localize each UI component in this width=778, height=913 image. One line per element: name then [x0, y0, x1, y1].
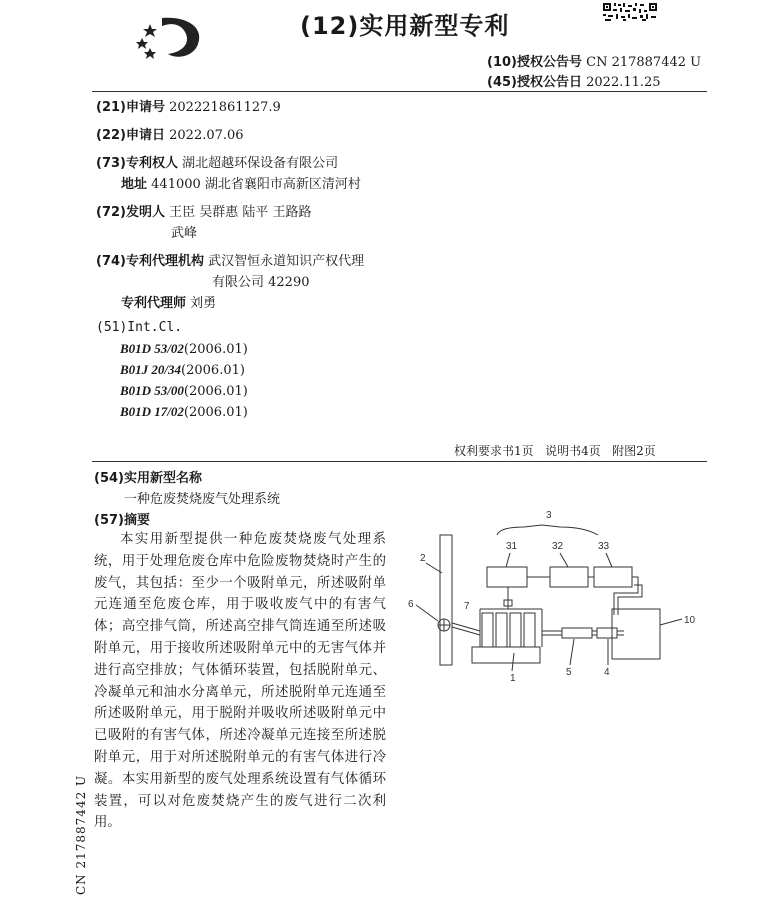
header-rule — [92, 91, 707, 92]
condenser — [562, 628, 592, 638]
patent-agency-line2: 有限公司 42290 — [212, 275, 310, 290]
ipc-entry: B01D 17/02(2006.01) — [120, 404, 248, 420]
logo-star-1 — [143, 24, 157, 37]
ipc-entry: B01J 20/34(2006.01) — [120, 362, 245, 378]
label-5: 5 — [566, 667, 572, 678]
application-number: (21)申请号 202221861127.9 — [96, 100, 281, 115]
logo-star-2 — [136, 38, 148, 49]
group-brace — [497, 525, 598, 535]
unit-33 — [594, 567, 632, 587]
label-6: 6 — [408, 599, 414, 610]
label-4: 4 — [604, 667, 610, 678]
unit-32 — [550, 567, 588, 587]
unit-31 — [487, 567, 527, 587]
chimney — [440, 535, 452, 665]
utility-model-name: 一种危废焚烧废气处理系统 — [124, 492, 281, 507]
patent-agency: (74)专利代理机构 武汉智恒永道知识产权代理 — [96, 254, 365, 269]
ipc-entry: B01D 53/02(2006.01) — [120, 341, 248, 357]
application-date: (22)申请日 2022.07.06 — [96, 128, 244, 143]
adsorber — [510, 613, 521, 647]
separator — [597, 628, 617, 638]
patentee: (73)专利权人 湖北超越环保设备有限公司 — [96, 156, 339, 171]
qr-code — [602, 2, 658, 22]
page-counts: 权利要求书1页 说明书4页 附图2页 — [454, 444, 656, 458]
inventors-line2: 武峰 — [171, 226, 198, 241]
label-10: 10 — [684, 615, 696, 626]
inventors: (72)发明人 王臣 吴群惠 陆平 王路路 — [96, 205, 312, 220]
base — [472, 647, 540, 663]
adsorber — [482, 613, 493, 647]
label-32: 32 — [552, 541, 564, 552]
system-diagram — [402, 505, 702, 685]
section-rule — [92, 461, 707, 462]
label-31: 31 — [506, 541, 518, 552]
logo-star-3 — [144, 48, 156, 59]
int-cl-label: (51)Int.Cl. — [96, 320, 183, 335]
ipc-entry: B01D 53/00(2006.01) — [120, 383, 248, 399]
adsorber — [524, 613, 535, 647]
publication-number: (10)授权公告号 CN 217887442 U — [487, 55, 702, 70]
label-33: 33 — [598, 541, 610, 552]
document-title: (12)实用新型专利 — [300, 12, 510, 40]
patent-agent: 专利代理师 刘勇 — [121, 296, 217, 311]
vertical-publication-number: CN 217887442 U — [74, 774, 88, 895]
label-1: 1 — [510, 673, 516, 684]
utility-model-name-label: (54)实用新型名称 — [94, 471, 202, 486]
abstract-label: (57)摘要 — [94, 513, 150, 528]
label-7: 7 — [464, 601, 470, 612]
cnipa-logo — [128, 14, 206, 64]
label-3: 3 — [546, 510, 552, 521]
adsorber — [496, 613, 507, 647]
abstract-text: 本实用新型提供一种危废焚烧废气处理系统，用于处理危废仓库中危险废物焚烧时产生的废气，其包括：至少一个吸附单元，所述吸附单元连通至危废仓库，用于吸收废气中的有害气体；高空排气筒，所述高空排气筒连通至所述吸附单元，用于接收所述吸附单元中的无害气体并进行高空排放；气体循环装置，包括脱附单元、冷凝单元和油水分离单元，所述脱附单元连通至所述吸附单元，用于脱附并吸收所述吸附单元中已吸附的有害气体，所述冷凝单元连接至所述脱附单元，用于对所述脱附单元的有害气体进行冷凝。本实用新型的废气处理系统设置有气体循环装置，可以对危废焚烧产生的废气进行二次利用。 — [94, 532, 386, 831]
label-2: 2 — [420, 553, 426, 564]
tank — [612, 609, 660, 659]
address: 地址 441000 湖北省襄阳市高新区清河村 — [121, 177, 361, 192]
publication-date: (45)授权公告日 2022.11.25 — [487, 75, 661, 90]
